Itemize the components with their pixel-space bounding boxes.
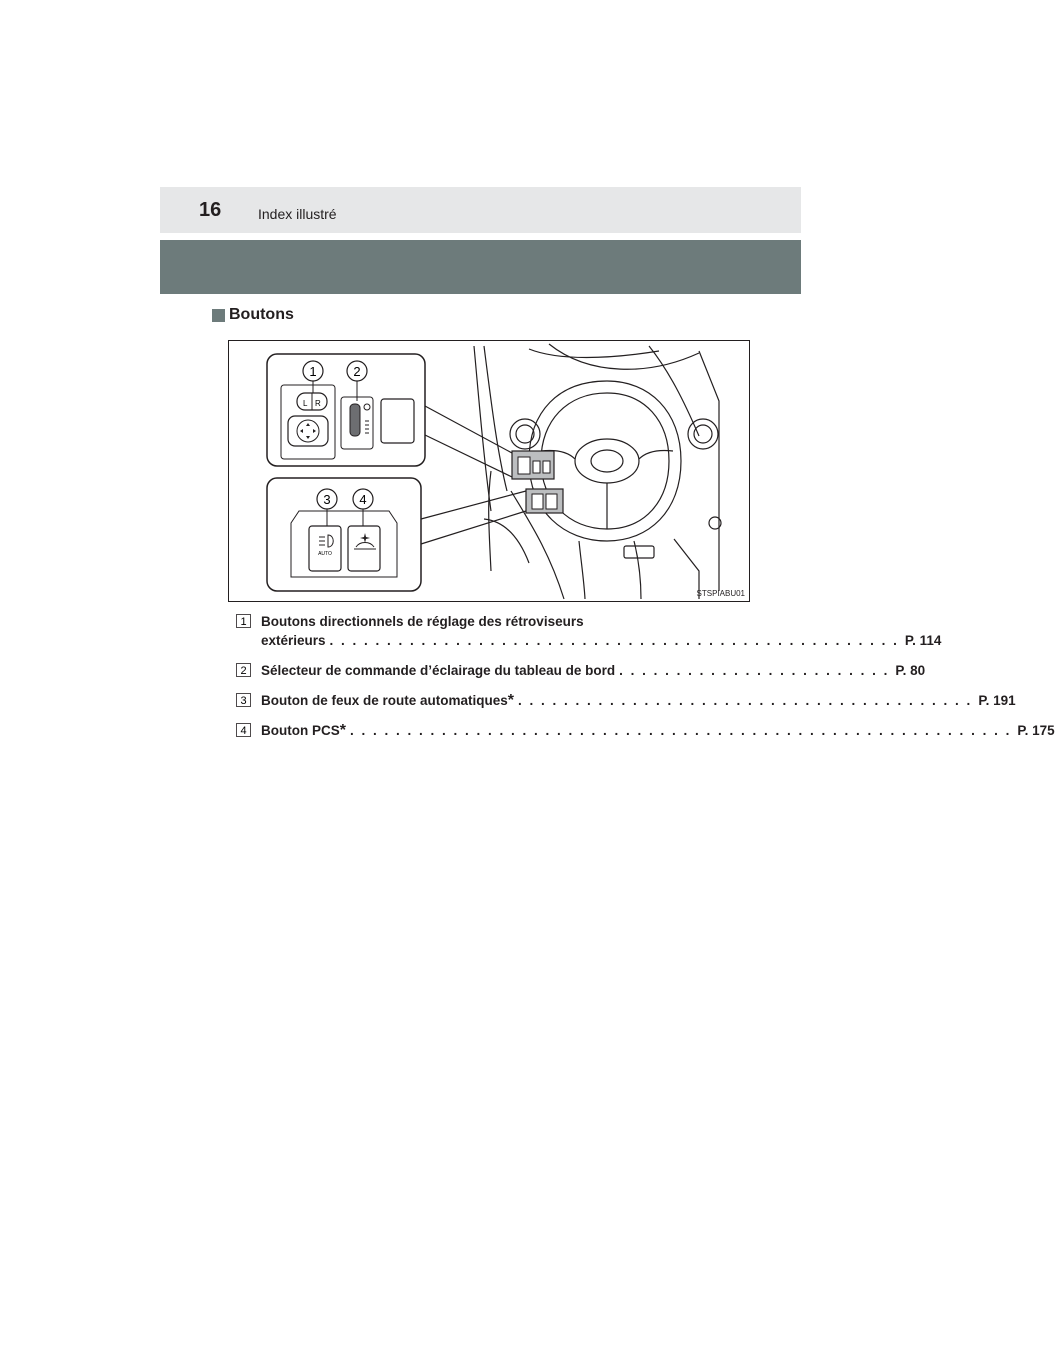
dashboard-illustration — [228, 340, 750, 602]
item-text: Bouton de feux de route automatiques — [261, 693, 508, 708]
callout-2-label: 2 — [353, 364, 361, 379]
square-bullet-icon — [212, 309, 225, 322]
header-title: Index illustré — [258, 206, 337, 222]
page-header — [160, 187, 801, 233]
inset-leader-lines — [421, 406, 526, 544]
item-number-badge — [236, 614, 251, 628]
list-item: 1 Boutons directionnels de réglage des rétroviseurs extérieurs . . . . . . . . . . . . . . . . . . . . . . . . . . . . . . . . . . . . . . . . . . . . . . . . . . P. 114 — [236, 612, 726, 650]
list-item: 3 Bouton de feux de route automatiques * . . . . . . . . . . . . . . . . . . . . . . . . . . . . . . . . . . . . . . . . P. 191 — [236, 691, 726, 710]
page-reference-link[interactable]: P. 114 — [904, 633, 942, 648]
page-reference-link[interactable]: P. 191 — [978, 693, 1016, 708]
footnote-star: * — [339, 722, 346, 739]
switch-inset — [267, 478, 421, 591]
item-text: Boutons directionnels de réglage des rétroviseurs — [261, 614, 584, 629]
dimmer-wheel-icon — [350, 404, 360, 436]
dashboard-line-art — [474, 344, 721, 599]
section-band — [160, 240, 801, 294]
item-text: Bouton PCS — [261, 723, 340, 738]
item-number-badge — [236, 693, 251, 707]
svg-text:2: 2 — [240, 665, 247, 677]
item-number-badge — [236, 663, 251, 677]
list-item: 4 Bouton PCS * . . . . . . . . . . . . . . . . . . . . . . . . . . . . . . . . . . . . . . . . . . . . . . . . . . . . . . . . . . P. 175 — [236, 721, 726, 740]
callout-3-label: 3 — [323, 492, 331, 507]
list-item: 2 Sélecteur de commande d’éclairage du tableau de bord . . . . . . . . . . . . . . . . . . . . . . . . P. 80 — [236, 661, 726, 680]
page-reference-link[interactable]: P. 80 — [895, 663, 926, 678]
svg-text:1: 1 — [240, 616, 247, 628]
svg-text:4: 4 — [240, 725, 247, 737]
figure-code: STSPIABU01 — [696, 589, 745, 598]
auto-label: AUTO — [318, 551, 332, 557]
callout-4-label: 4 — [359, 492, 367, 507]
button-index-list — [236, 612, 1055, 751]
switch-label-r: R — [315, 399, 321, 408]
subsection-heading — [212, 306, 294, 324]
dashboard-drawing — [229, 341, 751, 603]
subsection-title: Boutons — [229, 306, 294, 323]
page-number: 16 — [199, 199, 222, 221]
footnote-star: * — [507, 692, 514, 709]
callout-1-label: 1 — [309, 364, 317, 379]
item-text: Sélecteur de commande d’éclairage du tableau de bord — [261, 663, 616, 678]
page-reference-link[interactable]: P. 175 — [1017, 723, 1055, 738]
svg-text:3: 3 — [240, 695, 247, 707]
item-number-badge — [236, 723, 251, 737]
switch-label-l: L — [303, 399, 308, 408]
item-text: extérieurs — [261, 633, 326, 648]
